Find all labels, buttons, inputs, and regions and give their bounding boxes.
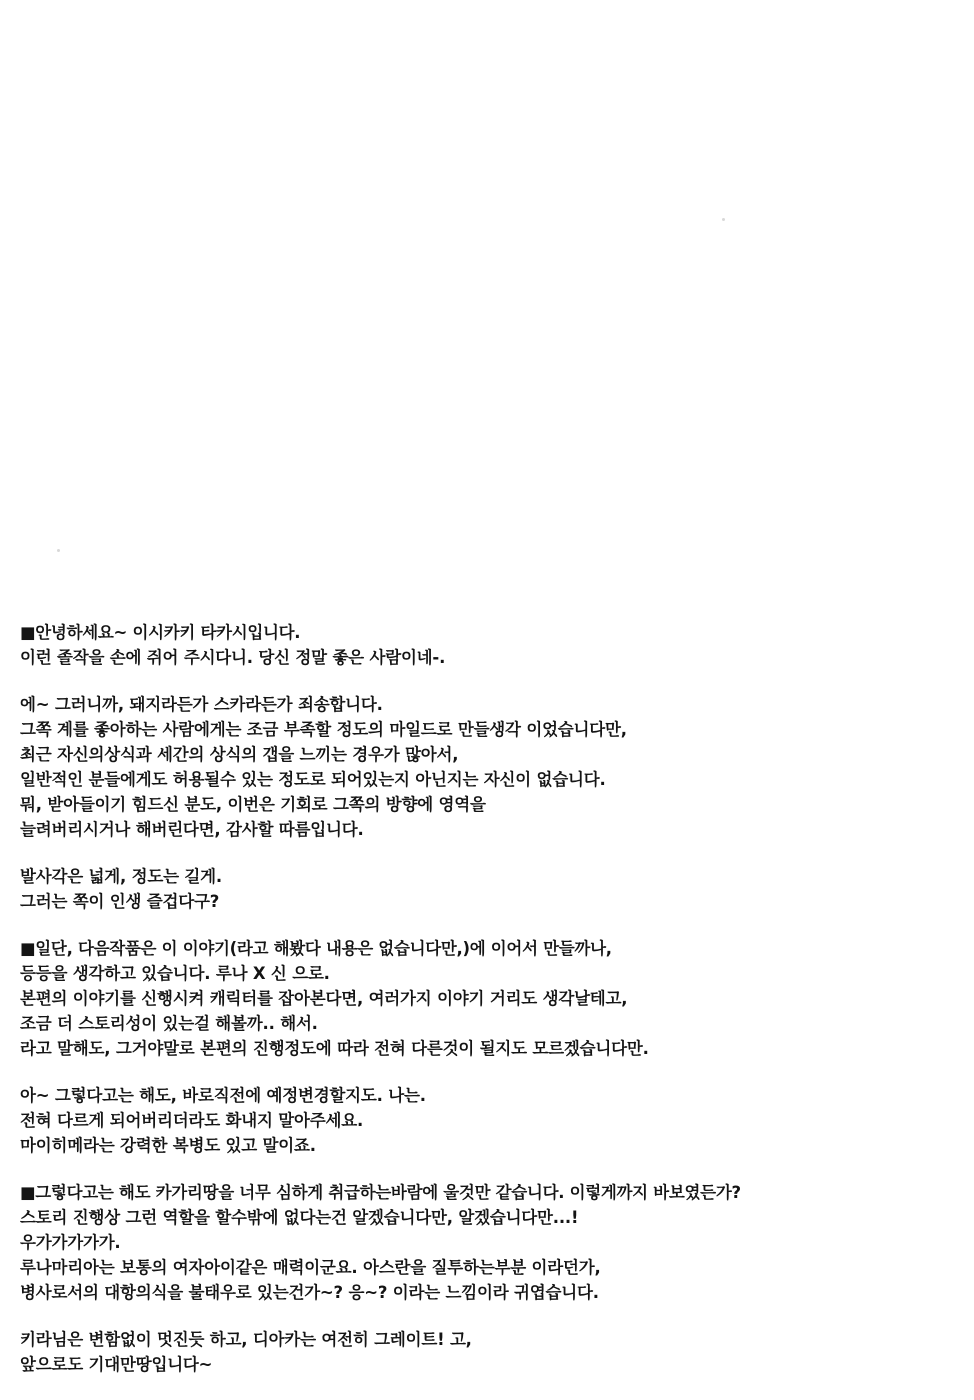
paragraph-apology [20, 692, 954, 842]
scan-speckle [57, 549, 60, 552]
paragraph-greeting [20, 620, 954, 670]
text-line: 최근 자신의상식과 세간의 상식의 갭을 느끼는 경우가 많아서, [20, 745, 459, 764]
text-line: 라고 말해도, 그거야말로 본편의 진행정도에 따라 전혀 다른것이 될지도 모르겠습니다만. [20, 1039, 649, 1058]
paragraph-plan-change [20, 1083, 954, 1158]
text-line: 늘려버리시거나 해버린다면, 감사할 따름입니다. [20, 820, 364, 839]
scan-speckle [722, 218, 725, 221]
text-line: 병사로서의 대항의식을 불태우로 있는건가~? 응~? 이라는 느낌이라 귀엽습니다. [20, 1283, 599, 1302]
text-line: 등등을 생각하고 있습니다. 루나 X 신 으로. [20, 964, 330, 983]
text-line: 아~ 그렇다고는 해도, 바로직전에 예정변경할지도. 나는. [20, 1086, 426, 1105]
text-line: 그러는 쪽이 인생 즐겁다구? [20, 892, 220, 911]
paragraph-next-work [20, 936, 954, 1061]
text-line: 키라님은 변함없이 멋진듯 하고, 디아카는 여전히 그레이트! 고, [20, 1330, 472, 1349]
text-line: 루나마리아는 보통의 여자아이같은 매력이군요. 아스란을 질투하는부분 이라던가, [20, 1258, 601, 1277]
text-line: 전혀 다르게 되어버리더라도 화내지 말아주세요. [20, 1111, 364, 1130]
blank-top-area [0, 0, 974, 600]
text-line: 발사각은 넓게, 정도는 길게. [20, 867, 222, 886]
text-line: 에~ 그러니까, 돼지라든가 스카라든가 죄송합니다. [20, 695, 383, 714]
text-line: 그쪽 계를 좋아하는 사람에게는 조금 부족할 정도의 마일드로 만들생각 이었습니다만, [20, 720, 627, 739]
text-line: 우가가가가가. [20, 1233, 121, 1252]
text-line: 본편의 이야기를 신행시켜 캐릭터를 잡아본다면, 여러가지 이야기 거리도 생각날테고, [20, 989, 628, 1008]
paragraph-closing [20, 1327, 954, 1377]
text-line: ■일단, 다음작품은 이 이야기(라고 해봤다 내용은 없습니다만,)에 이어서 만들까나, [20, 939, 612, 958]
text-line: 앞으로도 기대만땅입니다~ [20, 1355, 213, 1374]
paragraph-life-motto [20, 864, 954, 914]
paragraph-characters [20, 1180, 954, 1305]
text-line: 일반적인 분들에게도 허용될수 있는 정도로 되어있는지 아닌지는 자신이 없습니다. [20, 770, 606, 789]
text-line: ■안녕하세요~ 이시카키 타카시입니다. [20, 623, 301, 642]
text-line: 뭐, 받아들이기 힘드신 분도, 이번은 기회로 그쪽의 방향에 영역을 [20, 795, 486, 814]
text-line: 이런 졸작을 손에 쥐어 주시다니. 당신 정말 좋은 사람이네-. [20, 648, 446, 667]
afterword-text-block [20, 620, 954, 1377]
text-line: 스토리 진행상 그런 역할을 할수밖에 없다는건 알겠습니다만, 알겠습니다만...! [20, 1208, 579, 1227]
text-line: ■그렇다고는 해도 카가리땅을 너무 심하게 취급하는바람에 울것만 같습니다. 이렇게까지 바보였든가? [20, 1183, 741, 1202]
text-line: 조금 더 스토리성이 있는걸 해볼까.. 해서. [20, 1014, 318, 1033]
text-line: 마이히메라는 강력한 복병도 있고 말이죠. [20, 1136, 316, 1155]
